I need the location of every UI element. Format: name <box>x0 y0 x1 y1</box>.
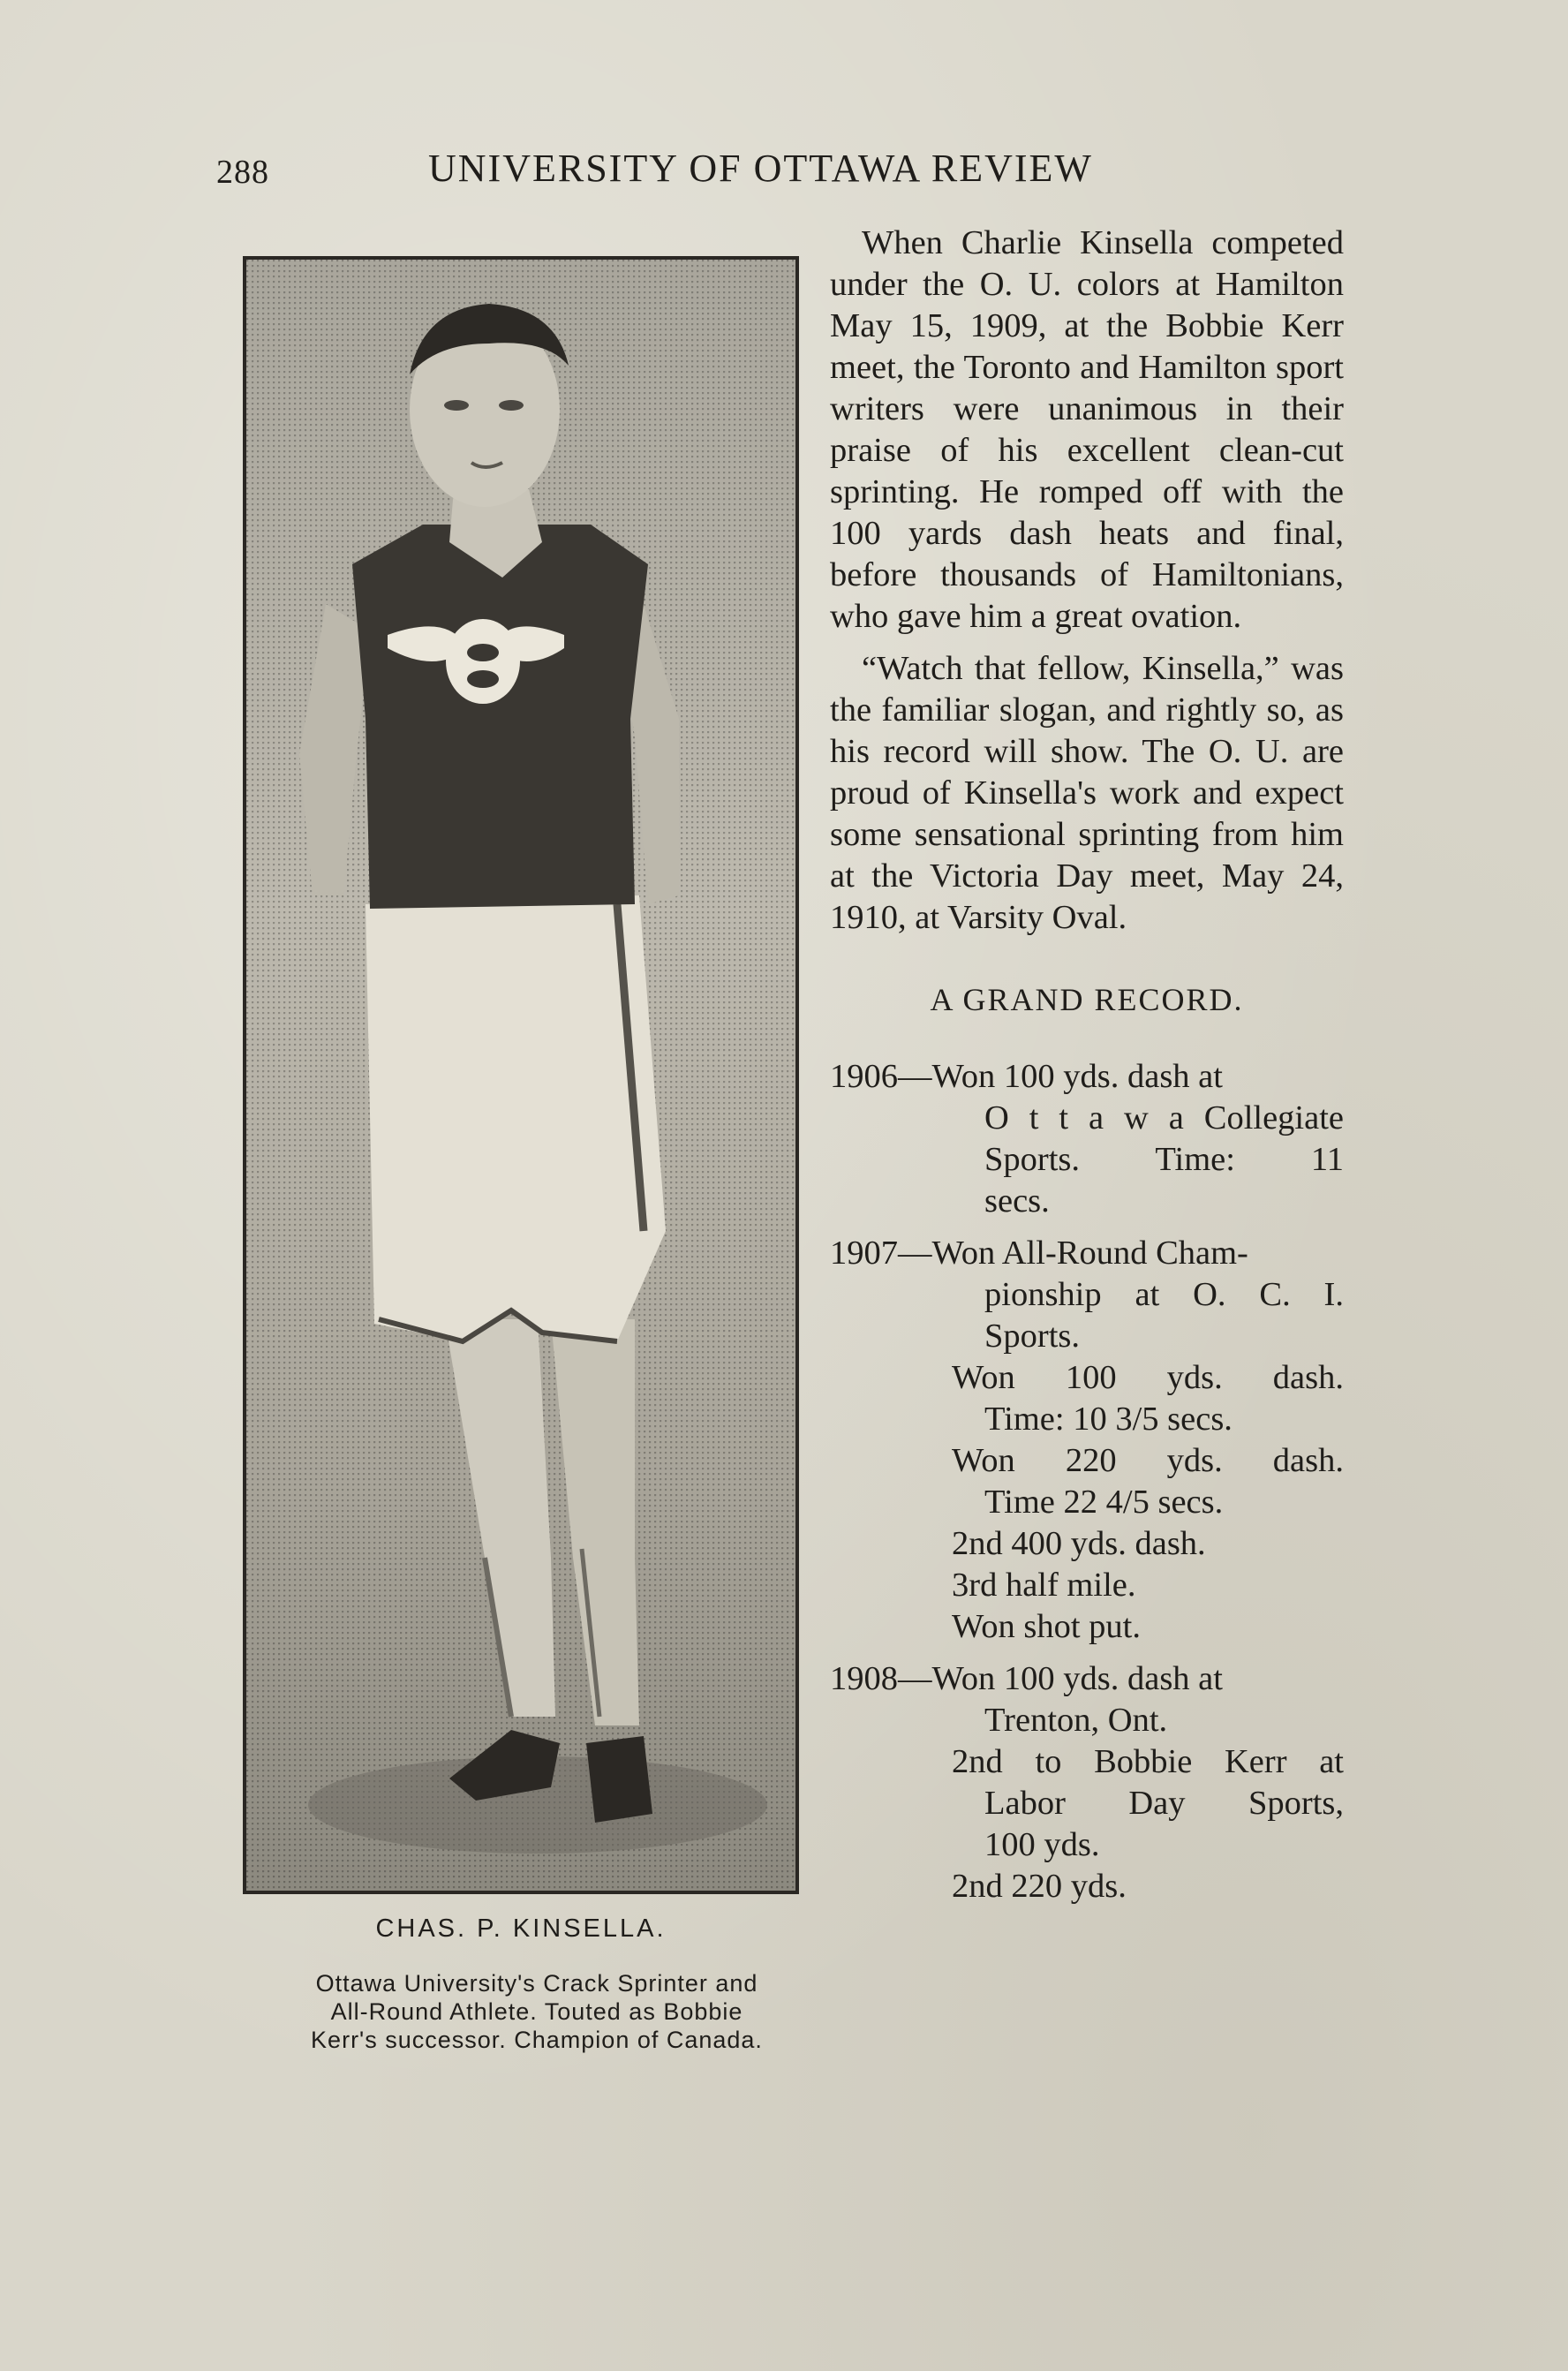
athlete-figure-illustration <box>246 260 795 1891</box>
record-line: Trenton, Ont. <box>984 1702 1168 1739</box>
record-line: Won shot put. <box>952 1608 1142 1645</box>
caption-line: Ottawa University's Crack Sprinter and <box>315 1970 758 1997</box>
record-line: Sports. Time: 11 <box>984 1141 1344 1178</box>
record-line: secs. <box>984 1182 1050 1219</box>
record-line: pionship at O. C. I. <box>984 1276 1344 1313</box>
page-number: 288 <box>216 154 269 191</box>
record-line: Labor Day Sports, <box>984 1785 1344 1822</box>
photo-caption-description <box>237 1969 837 2054</box>
athlete-photograph <box>243 256 799 1894</box>
record-line: 2nd 220 yds. <box>952 1868 1127 1905</box>
page-header <box>216 146 1187 199</box>
record-line: 2nd 400 yds. dash. <box>952 1525 1206 1562</box>
photo-caption-name: CHAS. P. KINSELLA. <box>375 1914 667 1943</box>
record-line: Time 22 4/5 secs. <box>984 1484 1224 1521</box>
running-head: UNIVERSITY OF OTTAWA REVIEW <box>428 147 1093 190</box>
record-1908 <box>830 1658 1344 1907</box>
record-line: O t t a w a Collegiate <box>984 1099 1344 1136</box>
record-line: Won 100 yds. dash. <box>952 1359 1344 1396</box>
record-line: 3rd half mile. <box>952 1567 1136 1604</box>
record-line: 100 yds. <box>984 1826 1100 1863</box>
record-1907 <box>830 1233 1344 1648</box>
record-line: 2nd to Bobbie Kerr at <box>952 1743 1344 1780</box>
record-line: Won 220 yds. dash. <box>952 1442 1344 1479</box>
record-heading: A GRAND RECORD. <box>930 982 1244 1017</box>
record-line: 1908—Won 100 yds. dash at <box>830 1660 1223 1697</box>
record-line: 1907—Won All-Round Cham- <box>830 1235 1248 1272</box>
caption-line: All-Round Athlete. Touted as Bobbie <box>330 1998 743 2025</box>
caption-line: Kerr's successor. Champion of Canada. <box>311 2027 763 2053</box>
article-column <box>830 223 1344 1907</box>
record-line: 1906—Won 100 yds. dash at <box>830 1058 1223 1095</box>
article-paragraph: “Watch that fellow, Kinsella,” was the familiar slogan, and rightly so, as his record will show. The O. U. are proud of Kinsella's work and expect some sensational sprinting from him at the Victoria Day meet, May 24, 1910, at Varsity Oval. <box>830 650 1344 936</box>
article-paragraph: When Charlie Kinsella competed under the O. U. colors at Hamilton May 15, 1909, at the Bobbie Kerr meet, the Toronto and Hamilton sport writers were unanimous in their praise of his excellent clean-cut sprinting. He romped off with the 100 yards dash heats and final, before thousands of Hamiltonians, who gave him a great ovation. <box>830 224 1344 635</box>
record-1906 <box>830 1056 1344 1222</box>
record-line: Time: 10 3/5 secs. <box>984 1401 1233 1438</box>
record-line: Sports. <box>984 1318 1081 1355</box>
